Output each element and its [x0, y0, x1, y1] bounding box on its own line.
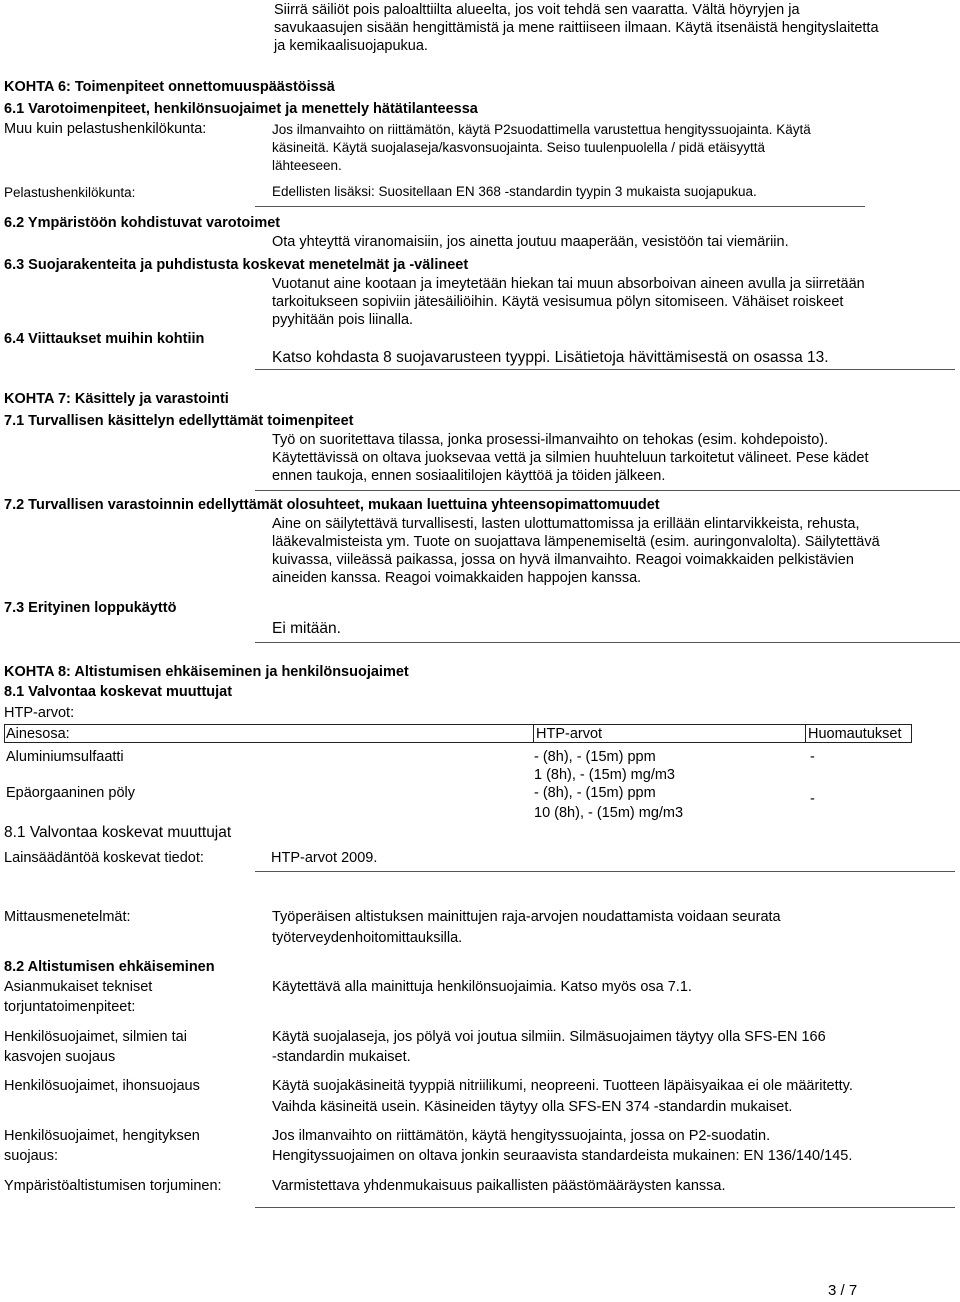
section-7-2-line-3: kuivassa, viileässä paikassa, jossa on hyvä ilmanvaihto. Reagoi voimakkaiden pelkistävien — [272, 552, 854, 568]
skin-line-2: Vaihda käsineitä usein. Käsineiden täytyy olla SFS-EN 374 -standardin mukaiset. — [272, 1099, 793, 1115]
eye-label-line-1: Henkilösuojaimet, silmien tai — [4, 1029, 187, 1045]
section-6-1-title: 6.1 Varotoimenpiteet, henkilönsuojaimet ja menettely hätätilanteessa — [4, 101, 478, 117]
skin-line-1: Käytä suojakäsineitä tyyppiä nitriilikumi, neopreeni. Tuotteen läpäisyaikaa ei ole määritetty. — [272, 1078, 853, 1094]
non-rescue-line-3: lähteeseen. — [272, 158, 342, 173]
table-row-2-value-2: 10 (8h), - (15m) mg/m3 — [534, 805, 684, 821]
table-row-2-name: Epäorgaaninen pöly — [6, 785, 135, 801]
section-7-1-title: 7.1 Turvallisen käsittelyn edellyttämät toimenpiteet — [4, 413, 354, 429]
respiratory-line-1: Jos ilmanvaihto on riittämätön, käytä hengityssuojainta, jossa on P2-suodatin. — [272, 1128, 771, 1144]
section-6-3-line-2: tarkoitukseen sopiviin jätesäiliöihin. Käytä vesisumua pölyn sitomiseen. Vähäiset roiskeet — [272, 294, 844, 310]
non-rescue-line-2: käsineitä. Käytä suojalaseja/kasvonsuojainta. Seiso tuulenpuolella / pidä etäisyyttä — [272, 140, 766, 155]
eye-line-1: Käytä suojalaseja, jos pölyä voi joutua silmiin. Silmäsuojaimen täytyy olla SFS-EN 166 — [272, 1029, 826, 1045]
methods-line-2: työterveydenhoitomittauksilla. — [272, 930, 463, 946]
htp-table — [4, 724, 912, 826]
methods-line-1: Työperäisen altistuksen mainittujen raja-arvojen noudattamista voidaan seurata — [272, 909, 781, 925]
table-header-notes: Huomautukset — [808, 726, 902, 742]
divider — [255, 206, 865, 207]
environment-label: Ympäristöaltistumisen torjuminen: — [4, 1178, 222, 1194]
section-7-1-line-2: Käytettävissä on oltava juoksevaa vettä ja silmien huuhteluun tarkoitetut välineet. Pese kädet — [272, 450, 869, 466]
section-8-2-title: 8.2 Altistumisen ehkäiseminen — [4, 959, 215, 975]
tech-label-line-1: Asianmukaiset tekniset — [4, 979, 153, 995]
skin-label: Henkilösuojaimet, ihonsuojaus — [4, 1078, 200, 1094]
respiratory-label-line-1: Henkilösuojaimet, hengityksen — [4, 1128, 200, 1144]
divider — [255, 1207, 955, 1208]
table-row-1-note: - — [810, 749, 815, 765]
page-number: 3 / 7 — [828, 1282, 858, 1299]
table-row-2-note: - — [810, 791, 815, 807]
divider — [255, 490, 960, 491]
section-7-2-line-2: lääkevalmisteista ym. Tuote on suojattava lämpenemiseltä (esim. auringonvalolta). Säilytettävä — [272, 534, 880, 550]
table-rule — [805, 724, 806, 743]
table-row-1-value-2: 1 (8h), - (15m) mg/m3 — [534, 767, 675, 783]
table-row-2-value-1: - (8h), - (15m) ppm — [534, 785, 656, 801]
tech-text: Käytettävä alla mainittuja henkilönsuojaimia. Katso myös osa 7.1. — [272, 979, 692, 995]
section-6-2-text: Ota yhteyttä viranomaisiin, jos ainetta joutuu maaperään, vesistöön tai viemäriin. — [272, 234, 789, 250]
rescue-label: Pelastushenkilökunta: — [4, 185, 136, 200]
section-7-1-line-3: ennen taukoja, ennen sosiaalitilojen käyttöä ja töiden jälkeen. — [272, 468, 666, 484]
section-8-1-repeat: 8.1 Valvontaa koskevat muuttujat — [4, 824, 232, 841]
section-6-3-line-1: Vuotanut aine kootaan ja imeytetään hiekan tai muun absorboivan aineen avulla ja siirretään — [272, 276, 865, 292]
non-rescue-label: Muu kuin pelastushenkilökunta: — [4, 121, 207, 137]
section-6-3-title: 6.3 Suojarakenteita ja puhdistusta koskevat menetelmät ja -välineet — [4, 257, 469, 273]
rescue-text: Edellisten lisäksi: Suositellaan EN 368 -standardin tyypin 3 mukaista suojapukua. — [272, 184, 757, 199]
section-6-2-title: 6.2 Ympäristöön kohdistuvat varotoimet — [4, 215, 281, 231]
section-7-2-title: 7.2 Turvallisen varastoinnin edellyttämät olosuhteet, mukaan luettuina yhteensopimattomuudet — [4, 497, 660, 513]
table-row-1-value-1: - (8h), - (15m) ppm — [534, 749, 656, 765]
methods-label: Mittausmenetelmät: — [4, 909, 131, 925]
legal-value: HTP-arvot 2009. — [271, 850, 378, 866]
table-header-ingredient: Ainesosa: — [6, 726, 70, 742]
environment-text: Varmistettava yhdenmukaisuus paikallisten päästömääräysten kanssa. — [272, 1178, 726, 1194]
section-6-4-title: 6.4 Viittaukset muihin kohtiin — [4, 331, 205, 347]
respiratory-label-line-2: suojaus: — [4, 1148, 59, 1164]
tech-label-line-2: torjuntatoimenpiteet: — [4, 999, 136, 1015]
table-rule — [911, 724, 912, 743]
section-8-1-title: 8.1 Valvontaa koskevat muuttujat — [4, 684, 233, 700]
divider — [255, 369, 955, 370]
legal-label: Lainsäädäntöä koskevat tiedot: — [4, 850, 204, 866]
htp-label: HTP-arvot: — [4, 705, 75, 721]
carryover-line-1: Siirrä säiliöt pois paloalttiilta alueelta, jos voit tehdä sen vaaratta. Vältä höyryjen ja — [274, 2, 800, 18]
carryover-line-3: ja kemikaalisuojapukua. — [274, 38, 428, 54]
eye-label-line-2: kasvojen suojaus — [4, 1049, 116, 1065]
table-rule — [533, 724, 534, 743]
table-rule — [4, 724, 5, 743]
respiratory-line-2: Hengityssuojaimen on oltava jonkin seuraavista standardeista mukainen: EN 136/140/145. — [272, 1148, 853, 1164]
table-row-1-name: Aluminiumsulfaatti — [6, 749, 124, 765]
section-7-3-text: Ei mitään. — [272, 620, 341, 637]
eye-line-2: -standardin mukaiset. — [272, 1049, 411, 1065]
table-rule — [4, 742, 912, 743]
table-header-htp: HTP-arvot — [536, 726, 603, 742]
section-7-2-line-4: aineiden kanssa. Reagoi voimakkaiden happojen kanssa. — [272, 570, 642, 586]
section-6-4-text: Katso kohdasta 8 suojavarusteen tyyppi. Lisätietoja hävittämisestä on osassa 13. — [272, 349, 829, 366]
divider — [255, 871, 955, 872]
section-8-heading: KOHTA 8: Altistumisen ehkäiseminen ja henkilönsuojaimet — [4, 664, 409, 680]
section-7-2-line-1: Aine on säilytettävä turvallisesti, lasten ulottumattomissa ja erillään elintarvikkeista, rehusta, — [272, 516, 860, 532]
carryover-line-2: savukaasujen sisään hengittämistä ja mene raittiiseen ilmaan. Käytä itsenäistä hengityslaitetta — [274, 20, 879, 36]
divider — [255, 642, 960, 643]
table-rule — [4, 724, 912, 725]
section-6-3-line-3: pyyhitään pois liinalla. — [272, 312, 414, 328]
section-7-1-line-1: Työ on suoritettava tilassa, jonka prosessi-ilmanvaihto on tehokas (esim. kohdepoisto). — [272, 432, 829, 448]
section-6-heading: KOHTA 6: Toimenpiteet onnettomuuspäästöissä — [4, 79, 335, 95]
non-rescue-line-1: Jos ilmanvaihto on riittämätön, käytä P2suodattimella varustettua hengityssuojainta. Käytä — [272, 122, 811, 137]
section-7-heading: KOHTA 7: Käsittely ja varastointi — [4, 391, 229, 407]
section-7-3-title: 7.3 Erityinen loppukäyttö — [4, 600, 177, 616]
